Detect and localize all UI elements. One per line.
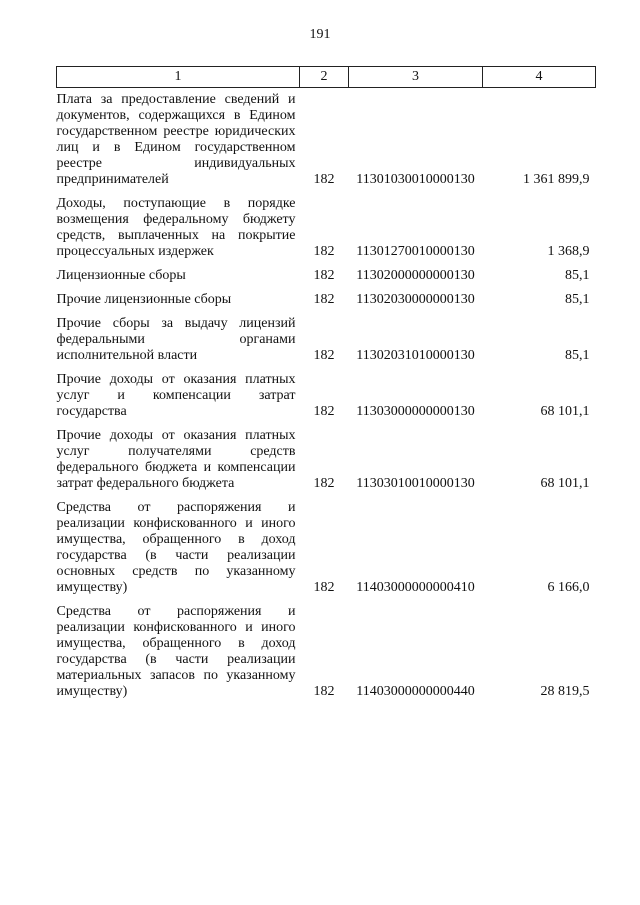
table-row	[57, 268, 596, 284]
revenue-name: Лицензионные сборы	[56, 268, 186, 283]
amount: 1 361 899,9	[523, 172, 590, 187]
header-row	[57, 67, 596, 88]
revenue-name: Прочие доходы от оказания платных услуг и компенсации затрат государства	[56, 372, 296, 419]
revenue-name: Прочие сборы за выдачу лицензий федеральными органами исполнительной власти	[56, 316, 296, 363]
table-row	[57, 604, 596, 700]
column-header-3: 3	[349, 67, 483, 88]
table-row	[57, 316, 596, 364]
column-header-2: 2	[300, 67, 349, 88]
column-header-4: 4	[483, 67, 596, 88]
budget-classification-code: 11302030000000130	[356, 292, 475, 307]
revenue-name: Средства от распоряжения и реализации конфискованного и иного имущества, обращенного в доход государства (в части реализации материальных запасов по указанному имуществу)	[56, 604, 296, 699]
admin-code: 182	[313, 684, 335, 699]
admin-code: 182	[313, 404, 335, 419]
amount: 85,1	[565, 348, 590, 363]
admin-code: 182	[313, 244, 335, 259]
table-row	[57, 88, 596, 189]
revenue-name: Средства от распоряжения и реализации конфискованного и иного имущества, обращенного в доход государства (в части реализации основных средств по указанному имуществу)	[56, 500, 296, 595]
budget-classification-code: 11301270010000130	[356, 244, 475, 259]
column-header-1: 1	[57, 67, 300, 88]
admin-code: 182	[313, 172, 335, 187]
budget-classification-code: 11302031010000130	[356, 348, 475, 363]
budget-classification-code: 11303000000000130	[356, 404, 475, 419]
table-row	[57, 428, 596, 492]
revenue-name: Доходы, поступающие в порядке возмещения федеральному бюджету средств, выплаченных на покрытие процессуальных издержек	[56, 196, 296, 259]
amount: 68 101,1	[540, 476, 590, 491]
admin-code: 182	[313, 292, 335, 307]
amount: 68 101,1	[540, 404, 590, 419]
admin-code: 182	[313, 348, 335, 363]
amount: 85,1	[565, 268, 590, 283]
page-number: 191	[309, 27, 331, 42]
amount: 6 166,0	[547, 580, 590, 595]
revenue-name: Прочие лицензионные сборы	[56, 292, 232, 307]
amount: 85,1	[565, 292, 590, 307]
table-row	[57, 292, 596, 308]
admin-code: 182	[313, 476, 335, 491]
revenue-name: Прочие доходы от оказания платных услуг получателями средств федерального бюджета и компенсации затрат федерального бюджета	[56, 428, 296, 491]
budget-classification-code: 11301030010000130	[356, 172, 475, 187]
table-row	[57, 500, 596, 596]
table-row	[57, 372, 596, 420]
budget-revenue-table	[56, 66, 596, 700]
budget-classification-code: 11302000000000130	[356, 268, 475, 283]
admin-code: 182	[313, 580, 335, 595]
table-row	[57, 196, 596, 260]
revenue-name: Плата за предоставление сведений и документов, содержащихся в Едином государственном реестре юридических лиц и в Едином государственном реестре индивидуальных предпринимателей	[56, 92, 296, 187]
budget-classification-code: 11303010010000130	[356, 476, 475, 491]
amount: 1 368,9	[547, 244, 590, 259]
amount: 28 819,5	[540, 684, 590, 699]
budget-classification-code: 11403000000000410	[356, 580, 475, 595]
admin-code: 182	[313, 268, 335, 283]
budget-classification-code: 11403000000000440	[356, 684, 475, 699]
